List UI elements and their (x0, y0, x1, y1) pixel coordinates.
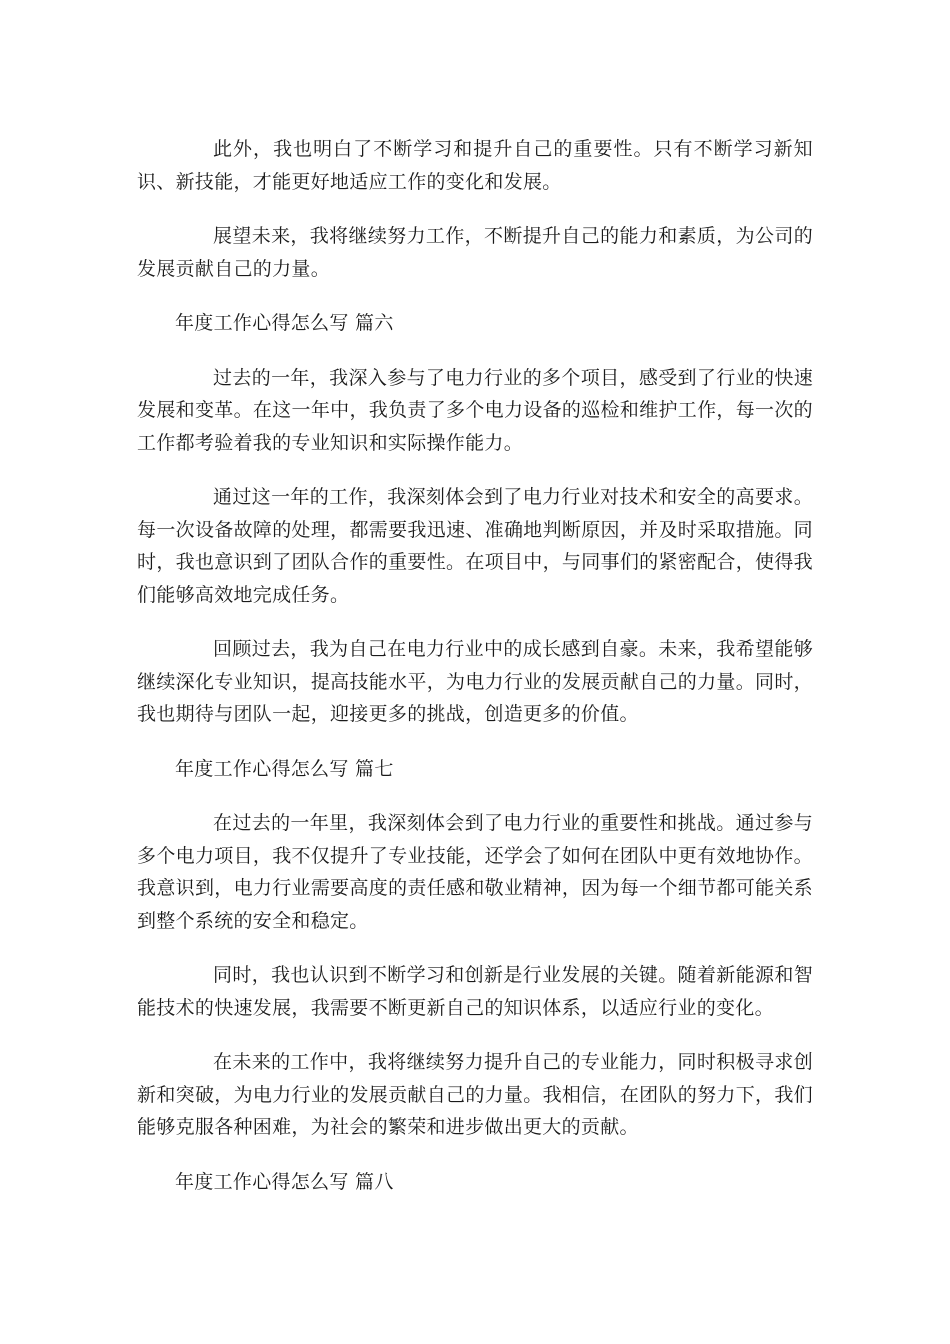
document-body (137, 133, 813, 1220)
paragraph: 过去的一年，我深入参与了电力行业的多个项目，感受到了行业的快速发展和变革。在这一年中，我负责了多个电力设备的巡检和维护工作，每一次的工作都考验着我的专业知识和实际操作能力。 (137, 366, 813, 454)
paragraph: 此外，我也明白了不断学习和提升自己的重要性。只有不断学习新知识、新技能，才能更好地适应工作的变化和发展。 (137, 138, 813, 193)
section-heading: 年度工作心得怎么写 篇六 (175, 312, 394, 334)
paragraph: 回顾过去，我为自己在电力行业中的成长感到自豪。未来，我希望能够继续深化专业知识，提高技能水平，为电力行业的发展贡献自己的力量。同时，我也期待与团队一起，迎接更多的挑战，创造更多的价值。 (137, 638, 813, 725)
paragraph: 通过这一年的工作，我深刻体会到了电力行业对技术和安全的高要求。每一次设备故障的处理，都需要我迅速、准确地判断原因，并及时采取措施。同时，我也意识到了团队合作的重要性。在项目中，与同事们的紧密配合，使得我们能够高效地完成任务。 (137, 486, 813, 606)
paragraph: 展望未来，我将继续努力工作，不断提升自己的能力和素质，为公司的发展贡献自己的力量。 (137, 225, 813, 280)
paragraph: 同时，我也认识到不断学习和创新是行业发展的关键。随着新能源和智能技术的快速发展，我需要不断更新自己的知识体系，以适应行业的变化。 (137, 964, 813, 1019)
paragraph: 在过去的一年里，我深刻体会到了电力行业的重要性和挑战。通过参与多个电力项目，我不仅提升了专业技能，还学会了如何在团队中更有效地协作。我意识到，电力行业需要高度的责任感和敬业精神，因为每一个细节都可能关系到整个系统的安全和稳定。 (137, 812, 813, 932)
section-heading: 年度工作心得怎么写 篇八 (175, 1170, 394, 1193)
section-heading: 年度工作心得怎么写 篇七 (175, 757, 394, 780)
paragraph: 在未来的工作中，我将继续努力提升自己的专业能力，同时积极寻求创新和突破，为电力行业的发展贡献自己的力量。我相信，在团队的努力下，我们能够克服各种困难，为社会的繁荣和进步做出更大的贡献。 (137, 1051, 813, 1138)
